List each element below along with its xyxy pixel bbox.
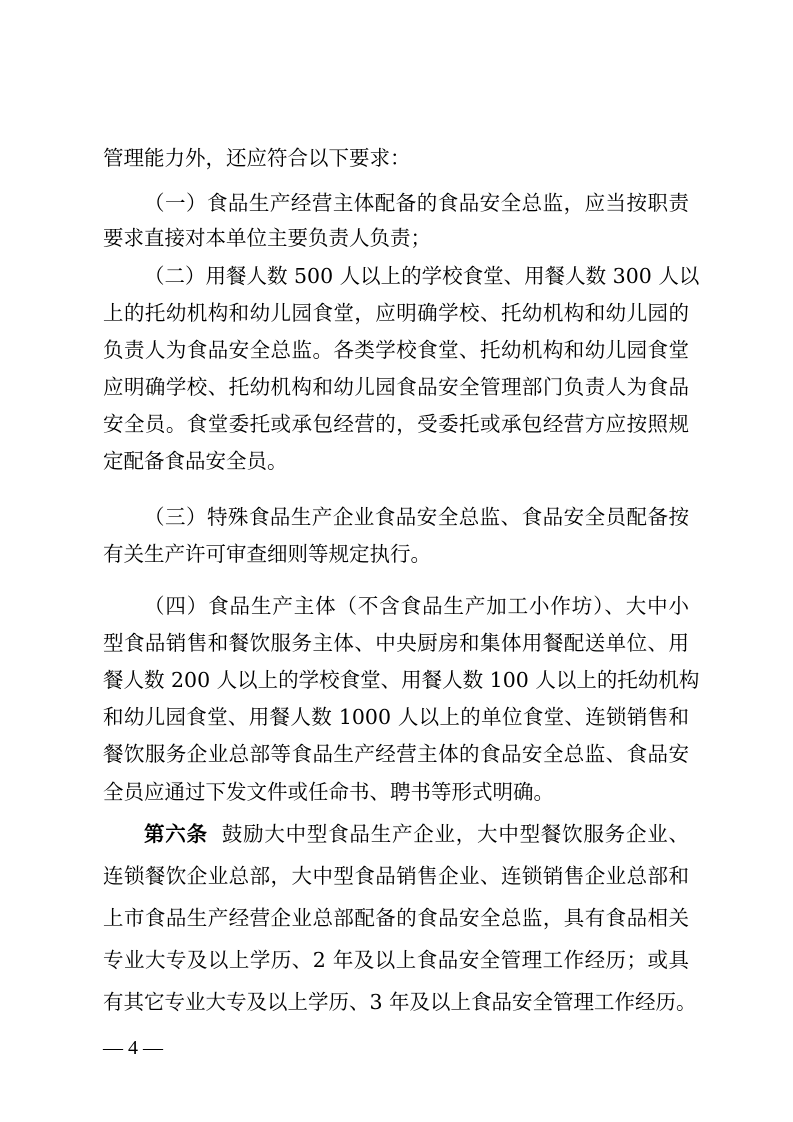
text-line: （四）食品生产主体（不含食品生产加工小作坊）、大中小 bbox=[144, 594, 689, 618]
text-line: 餐饮服务企业总部等食品生产经营主体的食品安全总监、食品安 bbox=[103, 742, 689, 766]
page-number: — 4 — bbox=[103, 1037, 163, 1059]
text-line: 上市食品生产经营企业总部配备的食品安全总监，具有食品相关 bbox=[103, 906, 689, 930]
text-line: 鼓励大中型食品生产企业，大中型餐饮服务企业、 bbox=[221, 822, 689, 846]
text-line: 上的托幼机构和幼儿园食堂，应明确学校、托幼机构和幼儿园的 bbox=[103, 301, 689, 325]
article-6-first-line bbox=[144, 817, 689, 851]
text-line: 餐人数 200 人以上的学校食堂、用餐人数 100 人以上的托幼机构 bbox=[103, 668, 700, 692]
text-line: （一）食品生产经营主体配备的食品安全总监，应当按职责 bbox=[144, 191, 689, 215]
text-line: 要求直接对本单位主要负责人负责； bbox=[103, 226, 431, 250]
text-line: 有关生产许可审查细则等规定执行。 bbox=[103, 542, 431, 566]
text-line: 全员应通过下发文件或任命书、聘书等形式明确。 bbox=[103, 780, 554, 804]
text-line: 管理能力外，还应符合以下要求： bbox=[103, 146, 411, 170]
article-title: 第六条 bbox=[144, 822, 208, 846]
text-line: 安全员。食堂委托或承包经营的，受委托或承包经营方应按照规 bbox=[103, 412, 689, 436]
text-line: 专业大专及以上学历、2 年及以上食品安全管理工作经历；或具 bbox=[103, 948, 689, 972]
text-line: （二）用餐人数 500 人以上的学校食堂、用餐人数 300 人以 bbox=[144, 264, 700, 288]
text-line: 定配备食品安全员。 bbox=[103, 449, 288, 473]
text-line: 和幼儿园食堂、用餐人数 1000 人以上的单位食堂、连锁销售和 bbox=[103, 705, 689, 729]
text-line: 应明确学校、托幼机构和幼儿园食品安全管理部门负责人为食品 bbox=[103, 375, 689, 399]
text-line: 型食品销售和餐饮服务主体、中央厨房和集体用餐配送单位、用 bbox=[103, 631, 689, 655]
text-line: 有其它专业大专及以上学历、3 年及以上食品安全管理工作经历。 bbox=[103, 990, 697, 1014]
text-line: （三）特殊食品生产企业食品安全总监、食品安全员配备按 bbox=[144, 505, 689, 529]
text-line: 连锁餐饮企业总部，大中型食品销售企业、连锁销售企业总部和 bbox=[103, 864, 689, 888]
text-line: 负责人为食品安全总监。各类学校食堂、托幼机构和幼儿园食堂 bbox=[103, 338, 689, 362]
